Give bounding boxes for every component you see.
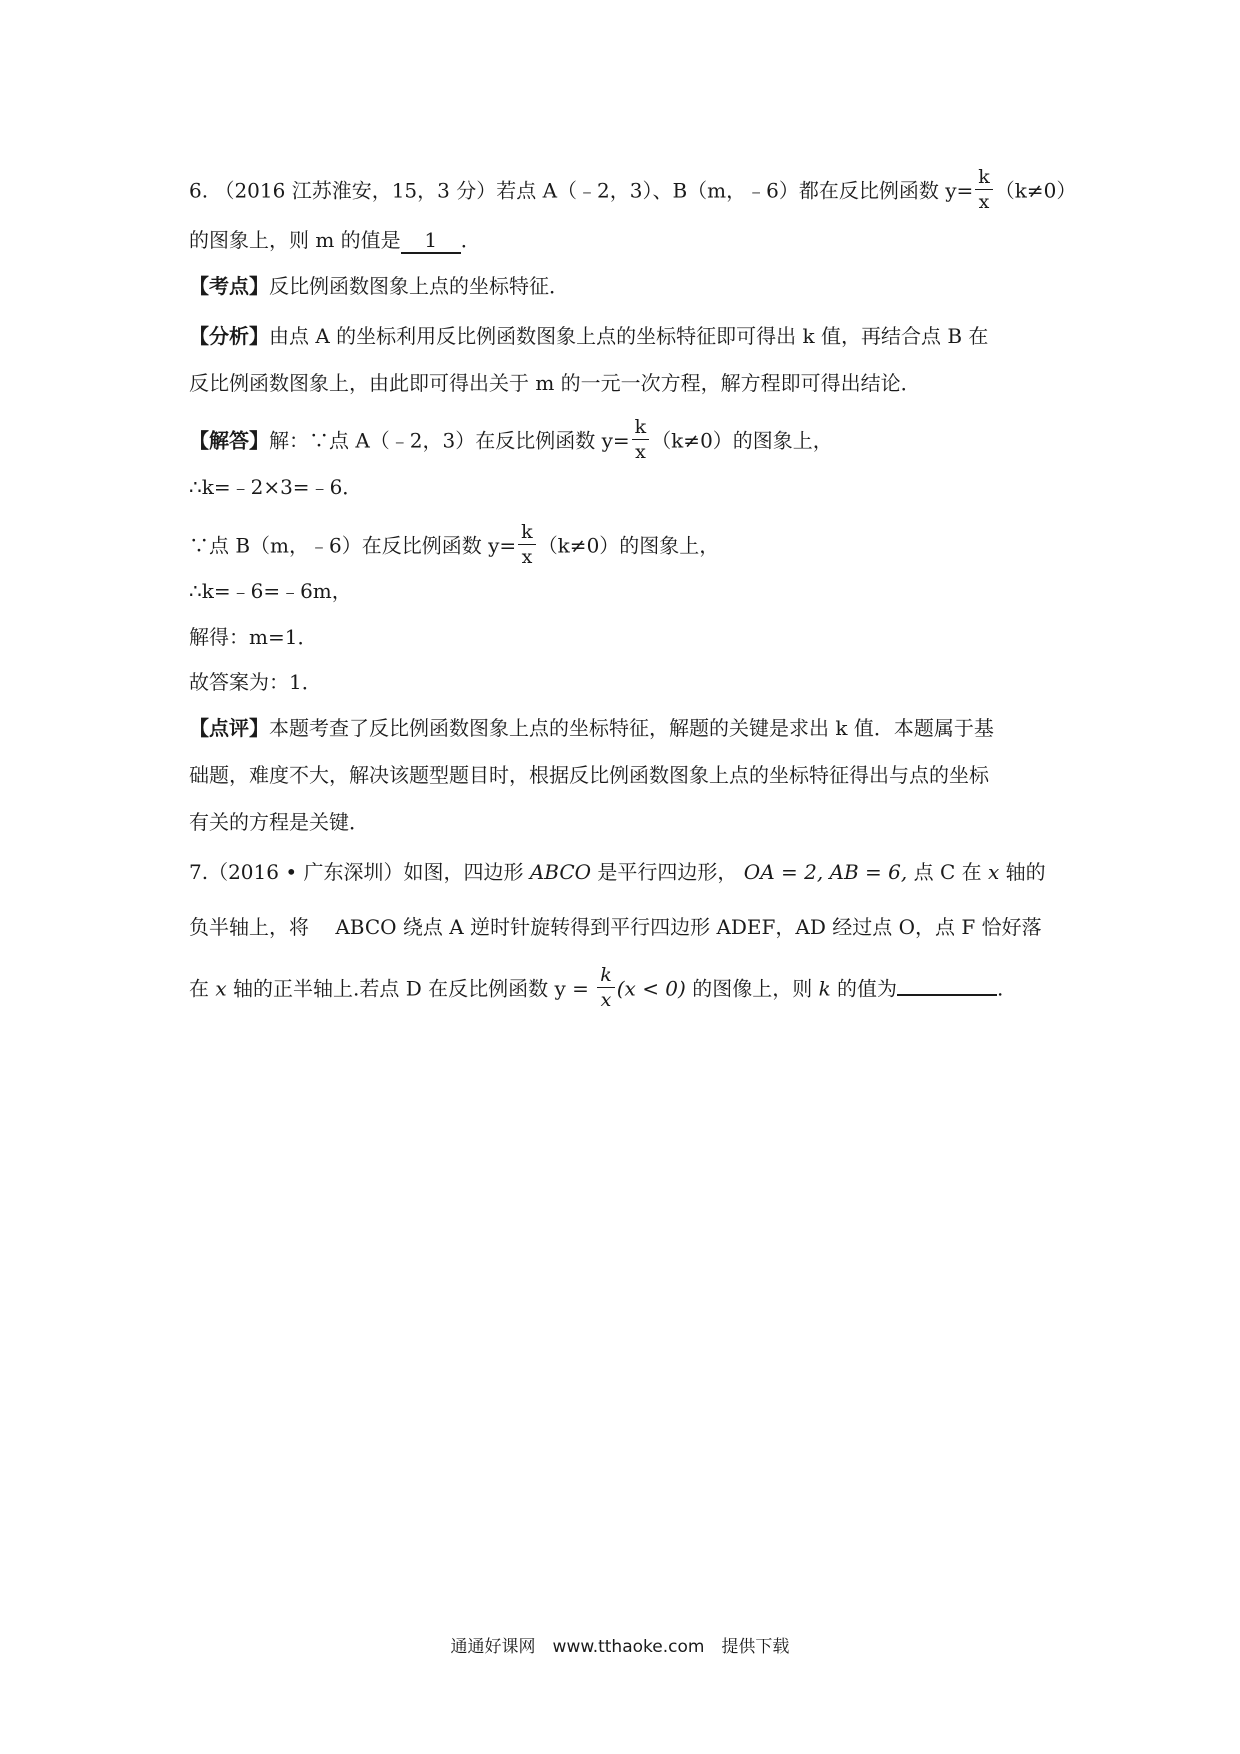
jieda-text: 解：∵点 A（﹣2，3）在反比例函数 y=	[269, 428, 630, 453]
fraction-denominator: x	[635, 441, 646, 463]
answer-blank: 1	[401, 228, 461, 254]
jieda-step-2	[189, 473, 362, 501]
fraction-numerator: k	[632, 418, 650, 440]
q7-text: 的图像上，则	[685, 976, 819, 1001]
q7-text: 点 C 在	[907, 860, 988, 884]
q7-text: 的值为	[830, 976, 898, 1001]
fraction-k-over-x	[632, 418, 650, 462]
step-text: 解得：m=1．	[189, 625, 318, 649]
math-condition: (x < 0)	[616, 976, 686, 1001]
math-x: x	[987, 860, 1000, 884]
q7-text: 负半轴上，将 ABCO 绕点 A 逆时针旋转得到平行四边形 ADEF，AD 经过点 O，点 F 恰好落	[189, 915, 1042, 939]
dianping-line-3	[189, 808, 369, 836]
page-footer: 通通好课网 www.tthaoke.com 提供下载	[450, 1637, 790, 1657]
jieda-tag: 【解答】	[189, 428, 269, 453]
q7-text: 7.（2016 • 广东深圳）如图，四边形	[189, 860, 530, 884]
fenxi-line-1	[189, 322, 988, 350]
math-condition: OA = 2, AB = 6,	[743, 860, 908, 884]
q7-text: 在	[189, 976, 216, 1001]
dianping-line-2	[189, 761, 989, 789]
dianping-text: 本题考查了反比例函数图象上点的坐标特征，解题的关键是求出 k 值．本题属于基	[269, 716, 994, 740]
fraction-numerator: k	[518, 523, 536, 545]
step-text: 故答案为：1．	[189, 670, 322, 694]
kaodian-tag: 【考点】	[189, 274, 269, 298]
jieda-text: （k≠0）的图象上，	[651, 428, 833, 453]
jieda-step-5	[189, 623, 317, 651]
answer-blank	[897, 994, 997, 996]
fenxi-line-2	[189, 369, 921, 397]
kaodian-text: 反比例函数图象上点的坐标特征．	[269, 274, 569, 298]
q7-text: 轴的	[999, 860, 1046, 884]
fenxi-text: 反比例函数图象上，由此即可得出关于 m 的一元一次方程，解方程即可得出结论．	[189, 371, 921, 395]
q6-text: ．	[460, 228, 481, 252]
math-x: x	[215, 976, 227, 1001]
jieda-step-6	[189, 668, 322, 696]
step-text: ∵点 B（m，﹣6）在反比例函数 y=	[189, 533, 517, 558]
q6-line-2	[189, 226, 481, 254]
fraction-k-over-x	[597, 966, 615, 1010]
jieda-step-3	[189, 521, 720, 569]
q7-text: 是平行四边形，	[591, 860, 744, 884]
fraction-denominator: x	[521, 546, 533, 568]
jieda-step-4	[189, 577, 352, 605]
step-text: ∴k=﹣2×3=﹣6．	[189, 475, 363, 499]
fraction-k-over-x	[518, 523, 536, 567]
math-k: k	[818, 976, 831, 1001]
q7-text: 轴的正半轴上.若点 D 在反比例函数 y =	[226, 976, 596, 1001]
dianping-tag: 【点评】	[189, 716, 269, 740]
kaodian-line	[189, 272, 569, 300]
fenxi-tag: 【分析】	[189, 324, 269, 348]
q7-text: .	[997, 976, 1004, 1001]
dianping-text: 础题，难度不大，解决该题型题目时，根据反比例函数图象上点的坐标特征得出与点的坐标	[189, 763, 989, 787]
step-text: （k≠0）的图象上，	[537, 533, 720, 558]
step-text: ∴k=﹣6=﹣6m，	[189, 579, 352, 603]
q6-line-1	[189, 166, 1077, 214]
q6-text: 的图象上，则 m 的值是	[189, 228, 401, 252]
fenxi-text: 由点 A 的坐标利用反比例函数图象上点的坐标特征即可得出 k 值，再结合点 B 在	[269, 324, 989, 348]
fraction-numerator: k	[597, 966, 615, 988]
fraction-numerator: k	[975, 168, 993, 190]
fraction-k-over-x	[975, 168, 993, 212]
q7-line-2	[189, 913, 1042, 941]
q7-line-1	[189, 858, 1046, 886]
q7-line-3	[189, 964, 1004, 1012]
fraction-denominator: x	[600, 989, 612, 1011]
math-abco: ABCO	[529, 860, 592, 884]
dianping-text: 有关的方程是关键．	[189, 810, 369, 834]
jieda-line-1	[189, 416, 833, 464]
dianping-line-1	[189, 714, 994, 742]
q6-text: （k≠0）	[994, 178, 1077, 203]
q6-text: 6. （2016 江苏淮安，15，3 分）若点 A（﹣2，3）、B（m，﹣6）都在反比例函数 y=	[189, 178, 974, 203]
fraction-denominator: x	[978, 191, 990, 213]
